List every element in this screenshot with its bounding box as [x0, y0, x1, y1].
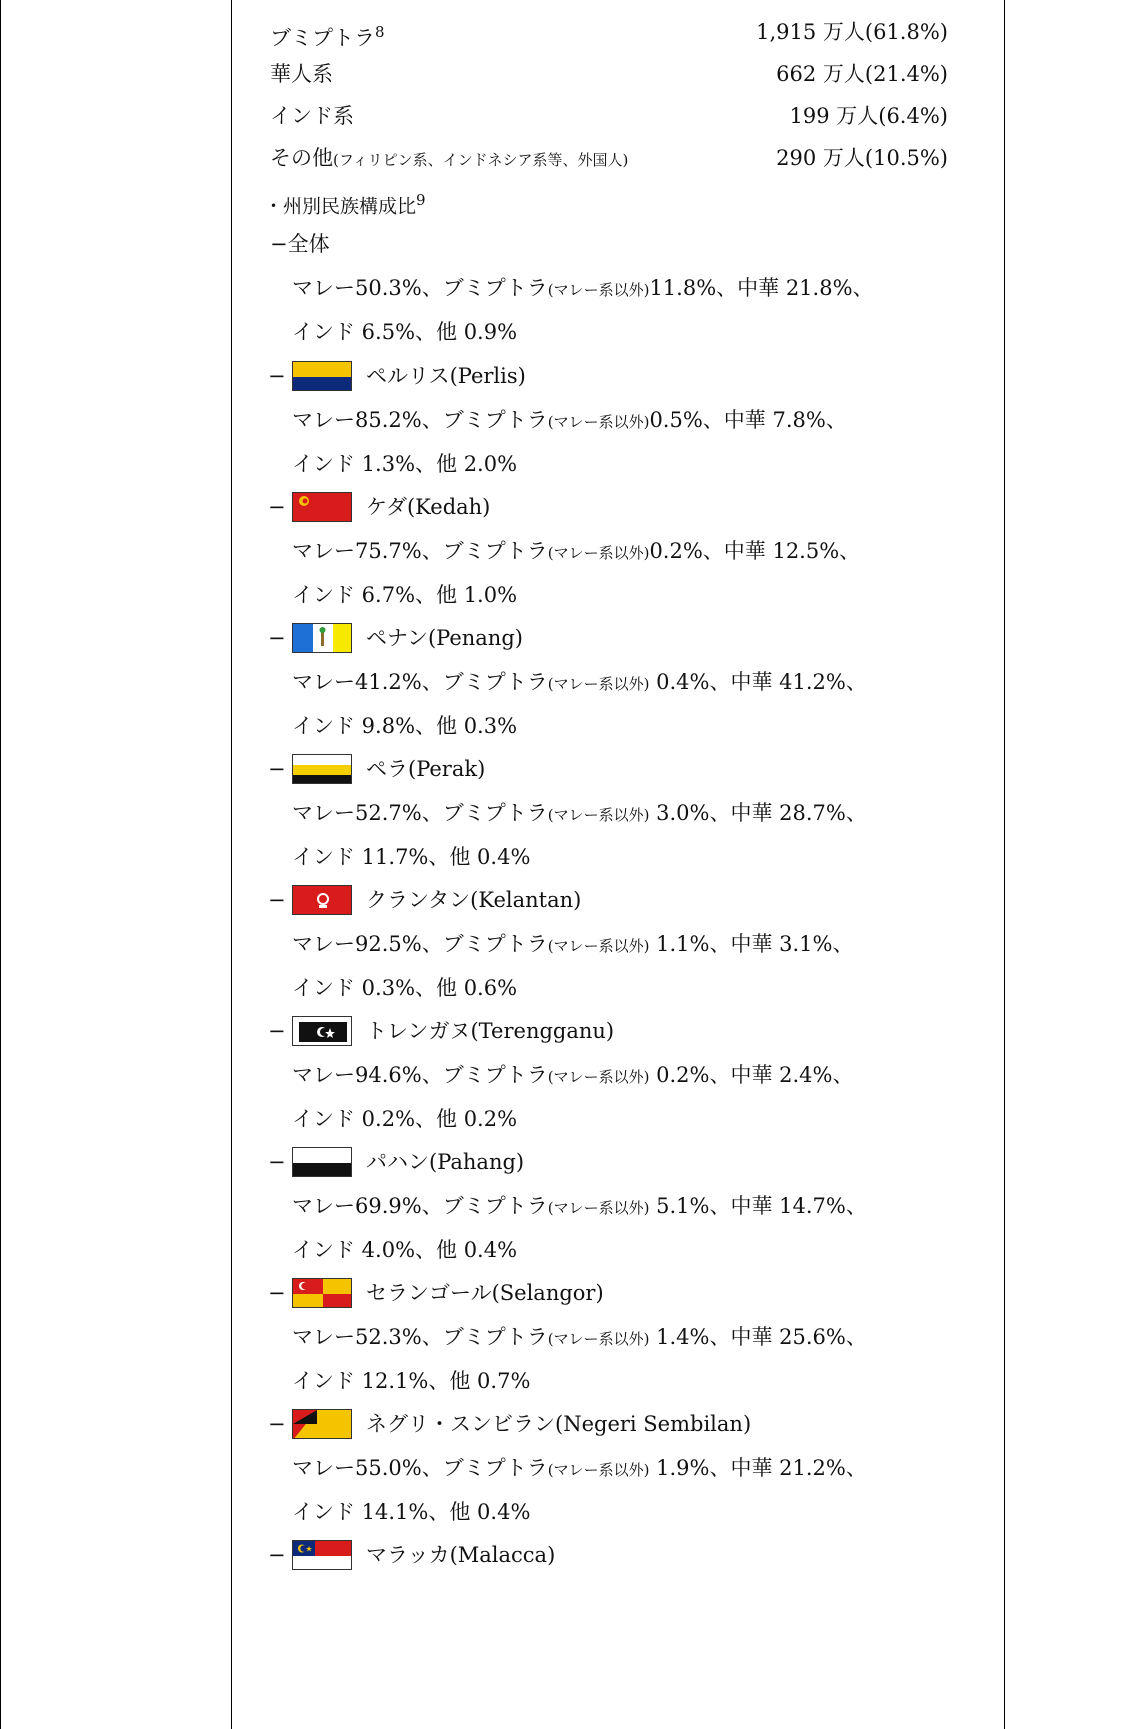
state-ethnic-line-2: インド 14.1%、他 0.4% — [292, 1500, 531, 1524]
population-value-chinese: 662 万人(21.4%) — [776, 62, 948, 86]
state-heading-row — [268, 1146, 524, 1178]
state-heading-row — [268, 491, 490, 523]
state-ethnic-line-1: マレー85.2%、ブミプトラ(マレー系以外)0.5%、中華 7.8%、 — [292, 408, 847, 432]
state-ethnic-line-1: マレー75.7%、ブミプトラ(マレー系以外)0.2%、中華 12.5%、 — [292, 539, 861, 563]
state-name: セランゴール(Selangor) — [366, 1281, 604, 1305]
malacca-flag-icon — [292, 1540, 352, 1570]
state-ethnic-line-2: インド 4.0%、他 0.4% — [292, 1238, 518, 1262]
population-value-bumiputera: 1,915 万人(61.8%) — [756, 20, 948, 44]
population-label-chinese: 華人系 — [270, 62, 333, 86]
population-label-others: その他(フィリピン系、インドネシア系等、外国人) — [270, 146, 629, 170]
state-ethnic-line-2: インド 11.7%、他 0.4% — [292, 845, 531, 869]
perlis-flag-icon — [292, 361, 352, 391]
dash-mark: − — [268, 1543, 286, 1567]
state-ethnic-heading: ・州別民族構成比$^9$ — [264, 191, 426, 218]
dash-mark: − — [268, 495, 286, 519]
state-heading-row — [268, 1277, 604, 1309]
terengganu-flag-icon — [292, 1016, 352, 1046]
state-heading-row — [268, 360, 526, 392]
state-ethnic-line-1: マレー92.5%、ブミプトラ(マレー系以外) 1.1%、中華 3.1%、 — [292, 932, 854, 956]
state-heading-row — [268, 622, 523, 654]
selangor-flag-icon — [292, 1278, 352, 1308]
state-heading-row — [268, 753, 485, 785]
table-right-border — [1004, 0, 1005, 1729]
state-ethnic-line-1: マレー94.6%、ブミプトラ(マレー系以外) 0.2%、中華 2.4%、 — [292, 1063, 854, 1087]
dash-mark: − — [268, 1019, 286, 1043]
state-ethnic-line-1: マレー69.9%、ブミプトラ(マレー系以外) 5.1%、中華 14.7%、 — [292, 1194, 867, 1218]
state-heading-row — [268, 1015, 614, 1047]
state-heading-row — [268, 1539, 555, 1571]
negeri-sembilan-flag-icon — [292, 1409, 352, 1439]
state-name: ペナン(Penang) — [366, 626, 523, 650]
state-ethnic-line-2: インド 0.2%、他 0.2% — [292, 1107, 518, 1131]
state-name: ペラ(Perak) — [366, 757, 486, 781]
population-value-indian: 199 万人(6.4%) — [789, 104, 948, 128]
state-ethnic-line-2: インド 9.8%、他 0.3% — [292, 714, 518, 738]
state-name: マラッカ(Malacca) — [366, 1543, 556, 1567]
state-ethnic-line-1: マレー52.7%、ブミプトラ(マレー系以外) 3.0%、中華 28.7%、 — [292, 801, 867, 825]
population-label-indian: インド系 — [270, 104, 354, 128]
dash-mark: − — [268, 1281, 286, 1305]
dash-mark: − — [268, 1412, 286, 1436]
kedah-flag-icon — [292, 492, 352, 522]
overall-line-1: マレー50.3%、ブミプトラ(マレー系以外)11.8%、中華 21.8%、 — [292, 276, 874, 300]
state-ethnic-line-1: マレー55.0%、ブミプトラ(マレー系以外) 1.9%、中華 21.2%、 — [292, 1456, 867, 1480]
dash-mark: − — [268, 1150, 286, 1174]
state-name: パハン(Pahang) — [366, 1150, 525, 1174]
overall-line-2: インド 6.5%、他 0.9% — [292, 320, 518, 344]
perak-flag-icon — [292, 754, 352, 784]
state-heading-row — [268, 884, 581, 916]
state-name: ケダ(Kedah) — [366, 495, 491, 519]
state-name: ネグリ・スンビラン(Negeri Sembilan) — [366, 1412, 752, 1436]
dash-mark: − — [268, 626, 286, 650]
state-ethnic-line-1: マレー41.2%、ブミプトラ(マレー系以外) 0.4%、中華 41.2%、 — [292, 670, 867, 694]
overall-label: −全体 — [270, 232, 330, 256]
penang-flag-icon — [292, 623, 352, 653]
state-ethnic-line-2: インド 1.3%、他 2.0% — [292, 452, 518, 476]
population-label-bumiputera: ブミプトラ$^8$ — [270, 23, 385, 50]
state-name: クランタン(Kelantan) — [366, 888, 582, 912]
state-ethnic-line-1: マレー52.3%、ブミプトラ(マレー系以外) 1.4%、中華 25.6%、 — [292, 1325, 867, 1349]
state-ethnic-line-2: インド 0.3%、他 0.6% — [292, 976, 518, 1000]
dash-mark: − — [268, 888, 286, 912]
table-left-border — [0, 0, 1, 1729]
pahang-flag-icon — [292, 1147, 352, 1177]
kelantan-flag-icon — [292, 885, 352, 915]
population-value-others: 290 万人(10.5%) — [776, 146, 948, 170]
dash-mark: − — [268, 364, 286, 388]
state-name: ペルリス(Perlis) — [366, 364, 526, 388]
state-heading-row — [268, 1408, 751, 1440]
dash-mark: − — [268, 757, 286, 781]
table-column-divider — [231, 0, 232, 1729]
state-ethnic-line-2: インド 12.1%、他 0.7% — [292, 1369, 531, 1393]
state-name: トレンガヌ(Terengganu) — [366, 1019, 615, 1043]
state-ethnic-line-2: インド 6.7%、他 1.0% — [292, 583, 518, 607]
